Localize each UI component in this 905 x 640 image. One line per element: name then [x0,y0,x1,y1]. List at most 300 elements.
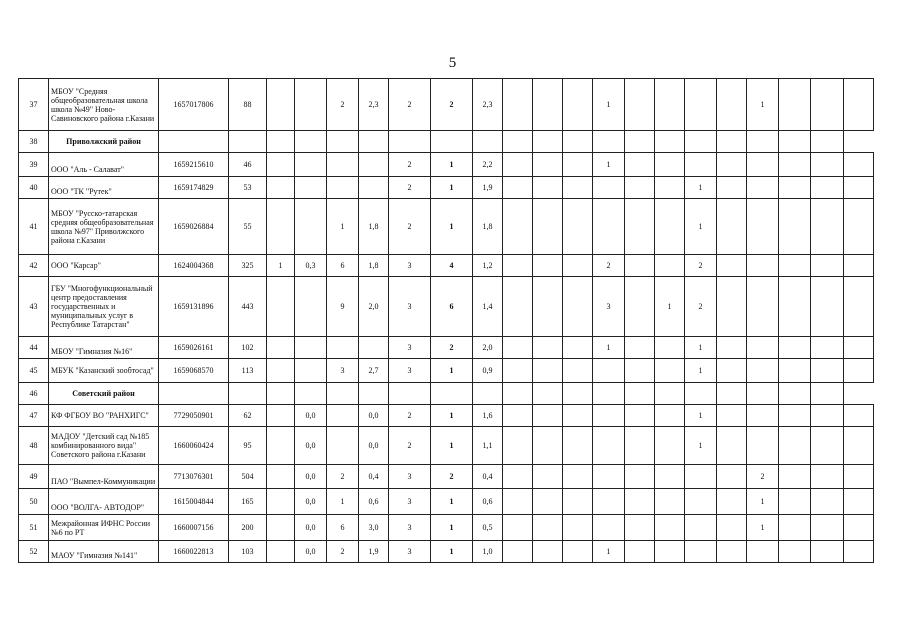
value-cell: 1 [655,277,685,337]
table-row [19,199,874,255]
value-cell [811,199,844,255]
value-cell: 1 [327,199,359,255]
value-cell [747,405,779,427]
value-cell [717,465,747,489]
value-cell: 1 [593,541,625,563]
value-cell [563,79,593,131]
value-cell: 9 [327,277,359,337]
value-cell: 0,4 [359,465,389,489]
value-cell: 2 [685,255,717,277]
value-cell: 3 [389,489,431,515]
value-cell: 165 [229,489,267,515]
value-cell [747,177,779,199]
value-cell: 1 [431,541,473,563]
row-number: 42 [19,255,49,277]
value-cell [503,199,533,255]
value-cell: 3 [389,337,431,359]
inn-cell: 1615004844 [159,489,229,515]
value-cell: 95 [229,427,267,465]
inn-cell: 1659174829 [159,177,229,199]
value-cell [593,427,625,465]
value-cell: 3 [389,465,431,489]
organization-name: ООО "Карсар" [49,255,159,277]
value-cell [779,255,811,277]
value-cell: 2,7 [359,359,389,383]
value-cell [267,177,295,199]
value-cell [593,515,625,541]
value-cell [563,255,593,277]
empty-cell [655,131,685,153]
value-cell [625,465,655,489]
value-cell [844,541,874,563]
empty-cell [295,131,327,153]
value-cell [655,337,685,359]
value-cell [267,541,295,563]
value-cell: 0,6 [359,489,389,515]
value-cell: 1 [431,489,473,515]
value-cell: 2 [431,337,473,359]
value-cell [779,359,811,383]
value-cell [811,255,844,277]
value-cell [685,465,717,489]
value-cell [747,277,779,337]
value-cell [625,277,655,337]
value-cell [811,277,844,337]
row-number: 39 [19,153,49,177]
organization-name: ООО "ТК "Рутек" [49,177,159,199]
value-cell [267,405,295,427]
value-cell: 1,1 [473,427,503,465]
empty-cell [779,383,811,405]
value-cell: 2 [327,465,359,489]
value-cell: 62 [229,405,267,427]
inn-cell: 1659068570 [159,359,229,383]
table-row [19,153,874,177]
inn-cell: 1659131896 [159,277,229,337]
value-cell [779,541,811,563]
value-cell [563,515,593,541]
value-cell [503,177,533,199]
value-cell [625,255,655,277]
value-cell: 2,3 [359,79,389,131]
value-cell [717,359,747,383]
value-cell: 1 [593,337,625,359]
empty-cell [593,383,625,405]
table-row [19,337,874,359]
value-cell [779,465,811,489]
value-cell: 2 [389,153,431,177]
value-cell [717,199,747,255]
value-cell [747,427,779,465]
value-cell [563,177,593,199]
value-cell [685,515,717,541]
value-cell: 3 [389,515,431,541]
row-number: 40 [19,177,49,199]
value-cell [811,465,844,489]
value-cell: 1 [431,153,473,177]
value-cell: 2,0 [359,277,389,337]
organization-name: ПАО "Вымпел-Коммуникации [49,465,159,489]
value-cell [779,79,811,131]
value-cell: 1,4 [473,277,503,337]
value-cell [295,337,327,359]
value-cell [747,199,779,255]
value-cell [844,177,874,199]
value-cell: 3 [389,277,431,337]
value-cell: 1,2 [473,255,503,277]
inn-cell: 1660007156 [159,515,229,541]
value-cell [503,79,533,131]
value-cell [685,541,717,563]
value-cell: 55 [229,199,267,255]
value-cell [533,405,563,427]
row-number: 51 [19,515,49,541]
value-cell: 6 [327,515,359,541]
value-cell: 2,0 [473,337,503,359]
value-cell [533,153,563,177]
value-cell [533,277,563,337]
value-cell [563,541,593,563]
empty-cell [685,131,717,153]
value-cell [563,277,593,337]
value-cell [563,489,593,515]
value-cell [593,465,625,489]
row-number: 41 [19,199,49,255]
table-row [19,277,874,337]
value-cell: 2,3 [473,79,503,131]
value-cell: 2 [685,277,717,337]
value-cell [811,405,844,427]
value-cell [533,79,563,131]
value-cell [533,177,563,199]
value-cell [533,255,563,277]
value-cell: 1,8 [359,255,389,277]
empty-cell [229,383,267,405]
value-cell [779,277,811,337]
empty-cell [327,131,359,153]
value-cell: 1 [685,337,717,359]
value-cell [655,427,685,465]
value-cell [717,79,747,131]
empty-cell [389,383,431,405]
empty-cell [267,383,295,405]
value-cell [267,79,295,131]
value-cell: 6 [327,255,359,277]
empty-cell [359,131,389,153]
value-cell [593,489,625,515]
value-cell [779,515,811,541]
value-cell [844,427,874,465]
inn-cell: 7729050901 [159,405,229,427]
value-cell: 3 [389,359,431,383]
value-cell [717,427,747,465]
value-cell: 1,0 [473,541,503,563]
value-cell [503,337,533,359]
value-cell: 0,0 [359,427,389,465]
value-cell [717,405,747,427]
value-cell [625,489,655,515]
value-cell [267,465,295,489]
empty-cell [473,131,503,153]
table-row [19,177,874,199]
value-cell [295,177,327,199]
value-cell [844,359,874,383]
value-cell: 2 [389,427,431,465]
row-number: 49 [19,465,49,489]
value-cell: 0,0 [295,489,327,515]
value-cell [625,199,655,255]
value-cell: 0,0 [359,405,389,427]
value-cell [295,199,327,255]
value-cell [844,199,874,255]
organization-name: ООО "ВОЛГА- АВТОДОР" [49,489,159,515]
district-heading: Приволжский район [49,131,159,153]
value-cell: 200 [229,515,267,541]
empty-cell [503,131,533,153]
value-cell [811,541,844,563]
value-cell [563,465,593,489]
value-cell: 1,6 [473,405,503,427]
value-cell [844,79,874,131]
value-cell [625,405,655,427]
value-cell: 0,6 [473,489,503,515]
value-cell [503,255,533,277]
table-row [19,255,874,277]
value-cell: 3 [389,255,431,277]
row-number: 50 [19,489,49,515]
value-cell: 1 [327,489,359,515]
value-cell [717,153,747,177]
value-cell [327,177,359,199]
value-cell: 102 [229,337,267,359]
value-cell [655,199,685,255]
table-row [19,79,874,131]
value-cell [295,79,327,131]
value-cell [503,277,533,337]
value-cell: 3 [327,359,359,383]
inn-cell: 1659215610 [159,153,229,177]
value-cell: 1 [685,177,717,199]
value-cell [267,153,295,177]
value-cell: 1 [747,79,779,131]
row-number: 52 [19,541,49,563]
value-cell [625,177,655,199]
value-cell [327,405,359,427]
value-cell: 2 [431,79,473,131]
inn-cell: 1624004368 [159,255,229,277]
inn-cell: 1659026161 [159,337,229,359]
value-cell [295,153,327,177]
value-cell [655,465,685,489]
value-cell: 1 [593,153,625,177]
value-cell [533,489,563,515]
empty-cell [267,131,295,153]
empty-cell [563,131,593,153]
value-cell: 88 [229,79,267,131]
inn-cell: 1660022813 [159,541,229,563]
value-cell [685,153,717,177]
value-cell [625,337,655,359]
organization-name: ООО "Аль - Салават" [49,153,159,177]
value-cell: 1 [593,79,625,131]
value-cell [625,359,655,383]
value-cell: 3 [593,277,625,337]
empty-cell [717,131,747,153]
value-cell [563,153,593,177]
value-cell [593,359,625,383]
value-cell [811,79,844,131]
value-cell [533,199,563,255]
value-cell [811,153,844,177]
value-cell [563,405,593,427]
value-cell [295,277,327,337]
value-cell: 2 [389,199,431,255]
value-cell: 1 [747,515,779,541]
empty-cell [473,383,503,405]
value-cell: 0,0 [295,515,327,541]
empty-cell [159,131,229,153]
organization-name: ГБУ "Многофункциональный центр предоставления государственных и муниципальных услуг в Республике Татарстан" [49,277,159,337]
value-cell: 2 [389,405,431,427]
value-cell: 0,0 [295,427,327,465]
value-cell [503,405,533,427]
value-cell [844,489,874,515]
value-cell: 103 [229,541,267,563]
empty-cell [229,131,267,153]
value-cell [811,515,844,541]
value-cell [563,427,593,465]
value-cell: 1 [747,489,779,515]
value-cell [844,337,874,359]
empty-cell [717,383,747,405]
value-cell: 2 [327,541,359,563]
value-cell [717,489,747,515]
value-cell [779,337,811,359]
value-cell: 4 [431,255,473,277]
value-cell [844,515,874,541]
value-cell: 0,4 [473,465,503,489]
table-row [19,359,874,383]
value-cell: 1,8 [359,199,389,255]
value-cell [811,489,844,515]
value-cell [503,359,533,383]
empty-cell [625,383,655,405]
empty-cell [533,383,563,405]
value-cell: 2 [389,177,431,199]
value-cell: 1 [685,427,717,465]
row-number: 43 [19,277,49,337]
value-cell [533,465,563,489]
value-cell [747,337,779,359]
value-cell: 325 [229,255,267,277]
empty-cell [747,383,779,405]
value-cell: 1 [431,405,473,427]
value-cell [533,337,563,359]
value-cell: 0,9 [473,359,503,383]
value-cell: 0,3 [295,255,327,277]
empty-cell [533,131,563,153]
row-number: 44 [19,337,49,359]
value-cell [811,427,844,465]
value-cell [503,153,533,177]
value-cell [267,427,295,465]
empty-cell [389,131,431,153]
value-cell [267,277,295,337]
table-row [19,427,874,465]
row-number: 46 [19,383,49,405]
value-cell [655,153,685,177]
value-cell [717,337,747,359]
value-cell: 1,9 [473,177,503,199]
value-cell: 6 [431,277,473,337]
value-cell [655,515,685,541]
value-cell [503,489,533,515]
empty-cell [431,131,473,153]
value-cell [844,405,874,427]
table-row [19,489,874,515]
value-cell [503,515,533,541]
value-cell [533,515,563,541]
value-cell [625,79,655,131]
value-cell [327,337,359,359]
inn-cell: 1660060424 [159,427,229,465]
value-cell [359,153,389,177]
organization-name: МБОУ "Гимназия №16" [49,337,159,359]
organization-name: МБОУ "Русско-татарская средняя общеобразовательная школа №97" Приволжского района г.Казани [49,199,159,255]
value-cell [844,277,874,337]
value-cell [327,427,359,465]
empty-cell [625,131,655,153]
value-cell [844,255,874,277]
value-cell [655,255,685,277]
value-cell [717,177,747,199]
value-cell: 0,5 [473,515,503,541]
organization-name: КФ ФГБОУ ВО "РАНХИГС" [49,405,159,427]
organization-name: МАДОУ "Детский сад №185 комбинированного вида" Советского района г.Казани [49,427,159,465]
organization-name: МБУК "Казанский зообтосад" [49,359,159,383]
value-cell [533,359,563,383]
empty-cell [327,383,359,405]
value-cell [685,489,717,515]
value-cell [747,359,779,383]
value-cell [811,337,844,359]
value-cell [503,541,533,563]
row-number: 48 [19,427,49,465]
value-cell [779,177,811,199]
value-cell [717,515,747,541]
value-cell [533,427,563,465]
value-cell: 46 [229,153,267,177]
empty-cell [159,383,229,405]
row-number: 45 [19,359,49,383]
value-cell: 3 [389,541,431,563]
value-cell [747,255,779,277]
value-cell: 0,0 [295,405,327,427]
empty-cell [811,131,844,153]
value-cell: 0,0 [295,541,327,563]
value-cell [811,177,844,199]
value-cell: 1 [431,177,473,199]
organization-name: МБОУ "Средняя общеобразовательная школа школа №49" Ново-Савиновского района г.Казани [49,79,159,131]
table-row [19,131,874,153]
value-cell: 1 [267,255,295,277]
organization-name: МАОУ "Гимназия №141" [49,541,159,563]
value-cell: 1 [431,199,473,255]
value-cell [267,199,295,255]
empty-cell [779,131,811,153]
value-cell [267,489,295,515]
empty-cell [503,383,533,405]
